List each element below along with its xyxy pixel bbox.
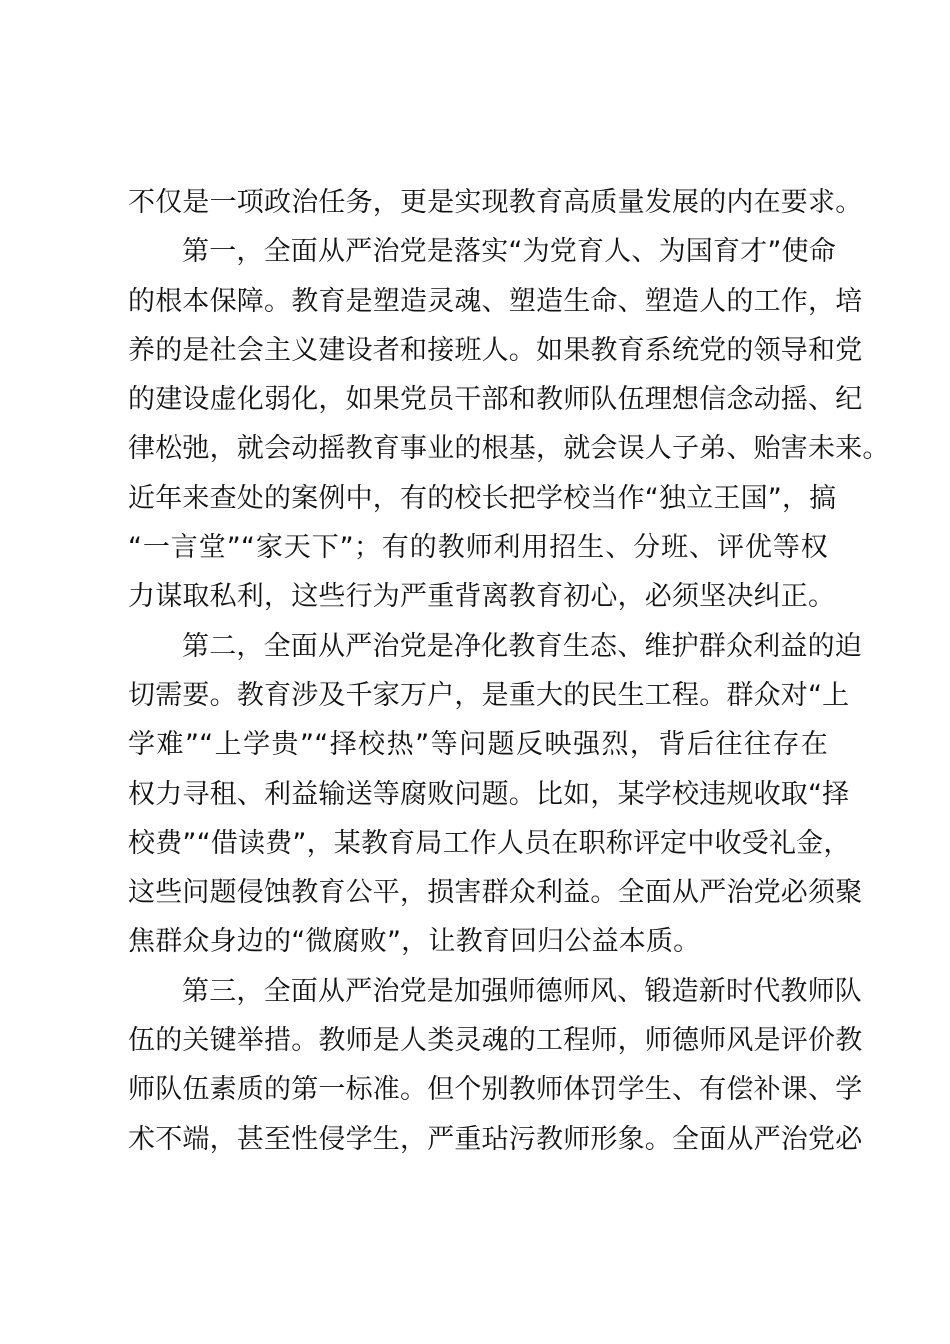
text-line: 的建设虚化弱化，如果党员干部和教师队伍理想信念动摇、纪 [128,384,863,416]
text-line: 不仅是一项政治任务，更是实现教育高质量发展的内在要求。 [128,187,863,218]
text-line: 的根本保障。教育是塑造灵魂、塑造生命、塑造人的工作，培 [128,285,863,317]
text-line: 近年来查处的案例中，有的校长把学校当作“独立王国”，搞 [128,482,837,514]
paragraph-first-line: 第三，全面从严治党是加强师德师风、锻造新时代教师队 [182,975,862,1007]
text-line: 律松弛，就会动摇教育事业的根基，就会误人子弟、贻害未来。 [128,433,890,465]
text-line: 术不端，甚至性侵学生，严重玷污教师形象。全面从严治党必 [128,1123,863,1155]
text-line: “一言堂”“家天下”；有的教师利用招生、分班、评优等权 [128,532,828,564]
text-line: 学难”“上学贵”“择校热”等问题反映强烈，背后往往存在 [128,729,828,761]
text-line: 师队伍素质的第一标准。但个别教师体罚学生、有偿补课、学 [128,1074,863,1106]
text-line: 焦群众身边的“微腐败”，让教育回归公益本质。 [128,926,701,958]
text-line: 权力寻租、利益输送等腐败问题。比如，某学校违规收取“择 [128,778,850,810]
text-line: 养的是社会主义建设者和接班人。如果教育系统党的领导和党 [128,334,863,366]
document-body [128,178,890,1164]
text-line: 校费”“借读费”，某教育局工作人员在职称评定中收受礼金， [128,827,851,859]
text-line: 切需要。教育涉及千家万户，是重大的民生工程。群众对“上 [128,679,850,711]
text-line: 力谋取私利，这些行为严重背离教育初心，必须坚决纠正。 [128,581,836,613]
text-line: 伍的关键举措。教师是人类灵魂的工程师，师德师风是评价教 [128,1025,863,1057]
paragraph-first-line: 第二，全面从严治党是净化教育生态、维护群众利益的迫 [182,630,862,662]
paragraph-first-line: 第一，全面从严治党是落实“为党育人、为国育才”使命 [182,236,836,268]
text-line: 这些问题侵蚀教育公平，损害群众利益。全面从严治党必须聚 [128,877,863,909]
